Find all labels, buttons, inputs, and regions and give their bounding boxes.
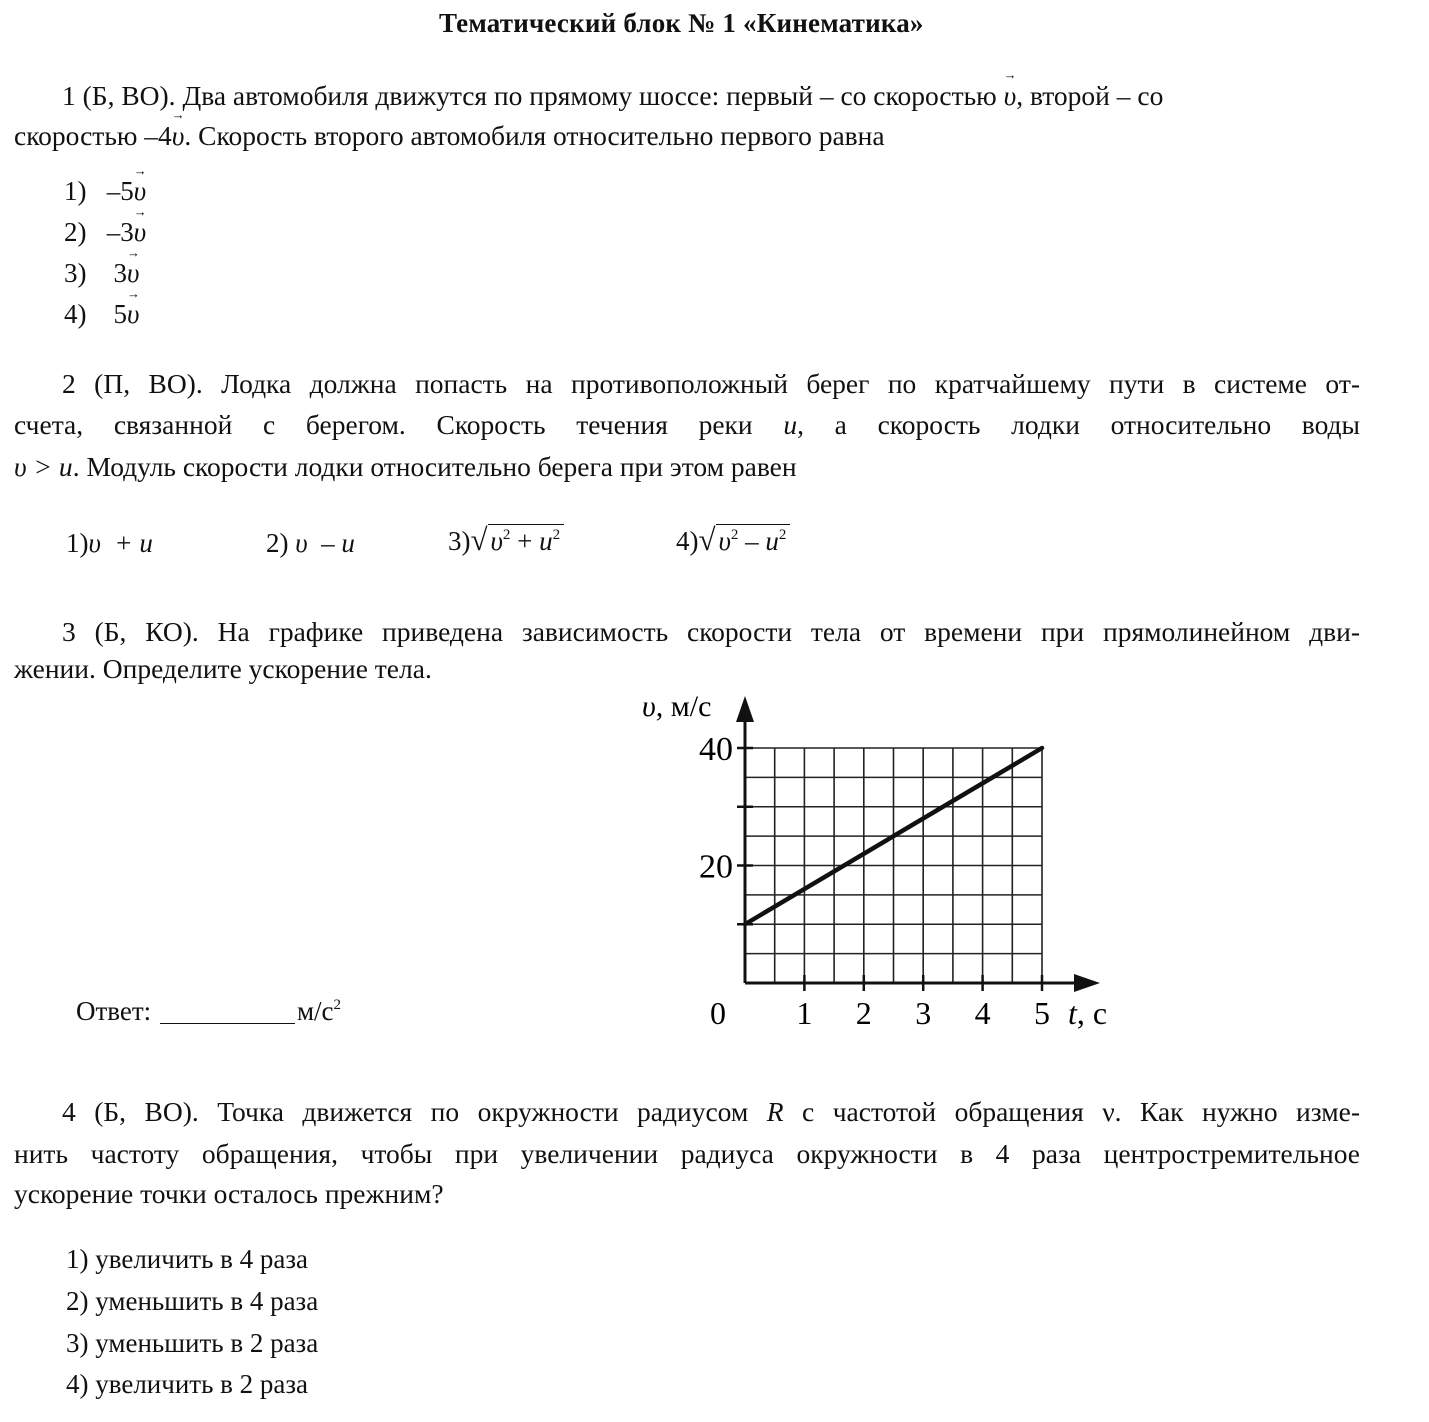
y-axis-arrow-icon xyxy=(736,696,754,722)
velocity-time-chart xyxy=(620,680,1140,1050)
var-R: R xyxy=(766,1096,784,1127)
q1-line2-start: скоростью –4 xyxy=(14,120,172,151)
q1-line1-after: , второй – со xyxy=(1016,80,1164,111)
y-axis-unit: , м/с xyxy=(655,690,712,723)
square-root-expression xyxy=(471,522,565,558)
q2-line3: . Модуль скорости лодки относительно берега при этом равен xyxy=(72,451,797,482)
term-v: υ xyxy=(490,526,503,556)
term-u: u xyxy=(765,526,779,556)
q2-number: 2 xyxy=(62,368,76,399)
q4-line1-before: Точка движется по окружности радиусом xyxy=(217,1096,749,1127)
answer-unit: м/с xyxy=(296,996,334,1026)
option-coefficient: –5 xyxy=(106,176,134,206)
exponent: 2 xyxy=(730,527,739,543)
y-axis-label xyxy=(642,690,711,723)
x-axis-unit: , с xyxy=(1076,995,1108,1031)
q4-option-2[interactable]: 2) уменьшить в 4 раза xyxy=(66,1286,319,1316)
vector-v-symbol: υ → xyxy=(134,217,146,248)
q2-option-1[interactable] xyxy=(66,528,153,559)
vector-v-symbol: υ → xyxy=(1004,80,1017,112)
q2-line2-before: счета, связанной с берегом. Скорость течения реки xyxy=(14,409,753,440)
q2-text-line2 xyxy=(14,409,1360,441)
q1-text-line2 xyxy=(14,120,885,152)
q1-option-4[interactable] xyxy=(64,299,139,330)
x-axis-label xyxy=(1068,995,1107,1031)
vector-v-symbol: υ → xyxy=(127,299,139,330)
q4-text-line3: ускорение точки осталось прежним? xyxy=(14,1178,444,1209)
x-tick-label: 2 xyxy=(855,995,872,1031)
q2-text-line1 xyxy=(62,368,1360,400)
y-tick-label: 40 xyxy=(699,731,733,768)
q4-number: 4 xyxy=(62,1096,76,1127)
q4-text-line2: нить частоту обращения, чтобы при увеличении радиуса окружности в 4 раза центростремительное xyxy=(14,1138,1360,1169)
var-u: u xyxy=(783,409,798,440)
sqrt-sign-icon: √ xyxy=(470,522,488,557)
vector-v-symbol: υ → xyxy=(134,176,146,207)
q1-number: 1 xyxy=(62,80,76,111)
operator: – xyxy=(738,526,766,556)
q1-line2-end: . Скорость второго автомобиля относительно первого равна xyxy=(184,120,885,151)
answer-unit-exponent: 2 xyxy=(333,997,342,1013)
q4-option-1[interactable]: 1) увеличить в 4 раза xyxy=(66,1244,309,1274)
option-coefficient: –3 xyxy=(106,217,134,247)
q3-meta: (Б, КО). xyxy=(94,616,199,647)
chart-grid xyxy=(745,748,1042,983)
exponent: 2 xyxy=(552,527,561,543)
term-u: u xyxy=(539,526,553,556)
q3-line1: На графике приведена зависимость скорости тела от времени при прямолинейном дви- xyxy=(217,616,1361,647)
option-number: 2) xyxy=(64,217,87,247)
q2-option-2[interactable] xyxy=(266,528,355,559)
q4-option-3[interactable]: 3) уменьшить в 2 раза xyxy=(66,1328,319,1358)
term-v: υ xyxy=(718,526,731,556)
option-number: 1) xyxy=(64,176,87,206)
q1-text-line1 xyxy=(62,80,1163,112)
x-tick-label: 5 xyxy=(1034,995,1050,1031)
q3-text-line2: жении. Определите ускорение тела. xyxy=(14,653,432,684)
y-tick-label: 20 xyxy=(699,848,733,886)
page-title: Тематический блок № 1 «Кинематика» xyxy=(439,8,924,38)
answer-row xyxy=(76,996,341,1027)
x-tick-label: 4 xyxy=(974,995,991,1031)
option-coefficient: 3 xyxy=(113,258,127,288)
q4-option-4[interactable]: 4) увеличить в 2 раза xyxy=(66,1369,309,1399)
option-expression: υ + u xyxy=(88,528,153,558)
option-number: 3) xyxy=(64,258,87,288)
sqrt-sign-icon: √ xyxy=(698,522,716,557)
q2-option-3[interactable] xyxy=(448,522,564,558)
q4-line1-after: с частотой обращения ν. Как нужно изме- xyxy=(802,1096,1360,1127)
q4-meta: (Б, ВО). xyxy=(94,1096,199,1127)
q1-option-3[interactable] xyxy=(64,258,139,289)
q2-line2-after: , а скорость лодки относительно воды xyxy=(797,409,1360,440)
x-axis-arrow-icon xyxy=(1074,974,1100,992)
vector-v-symbol: υ → xyxy=(172,120,185,152)
option-number: 4) xyxy=(676,526,699,556)
option-number: 4) xyxy=(64,299,87,329)
q2-text-line3 xyxy=(14,451,797,483)
option-number: 3) xyxy=(448,526,471,556)
option-number: 2) xyxy=(266,528,289,558)
q1-meta: (Б, ВО). xyxy=(82,80,176,111)
exponent: 2 xyxy=(502,527,511,543)
y-axis-var: υ xyxy=(642,690,656,723)
answer-blank-field[interactable] xyxy=(160,999,295,1024)
q2-condition: υ > u xyxy=(14,451,73,482)
operator: + xyxy=(510,526,540,556)
q4-text-line1 xyxy=(62,1096,1360,1128)
option-number: 1) xyxy=(66,528,89,558)
answer-label: Ответ: xyxy=(76,996,152,1026)
q1-option-2[interactable] xyxy=(64,217,146,248)
q3-text-line1 xyxy=(62,616,1360,648)
q1-option-1[interactable] xyxy=(64,176,146,207)
exponent: 2 xyxy=(778,527,787,543)
option-expression: υ – u xyxy=(295,528,355,558)
origin-label: 0 xyxy=(710,995,726,1031)
x-tick-label: 3 xyxy=(915,995,932,1031)
q2-line1: Лодка должна попасть на противоположный берег по кратчайшему пути в системе от- xyxy=(221,368,1360,399)
vector-v-symbol: υ → xyxy=(127,258,139,289)
square-root-expression xyxy=(699,522,791,558)
q1-line1-before: Два автомобиля движутся по прямому шоссе: первый – со скоростью xyxy=(182,80,997,111)
q3-number: 3 xyxy=(62,616,76,647)
option-coefficient: 5 xyxy=(113,299,127,329)
x-tick-label: 1 xyxy=(796,995,813,1031)
q2-meta: (П, ВО). xyxy=(94,368,203,399)
x-axis-var: t xyxy=(1068,995,1077,1031)
q2-option-4[interactable] xyxy=(676,522,790,558)
